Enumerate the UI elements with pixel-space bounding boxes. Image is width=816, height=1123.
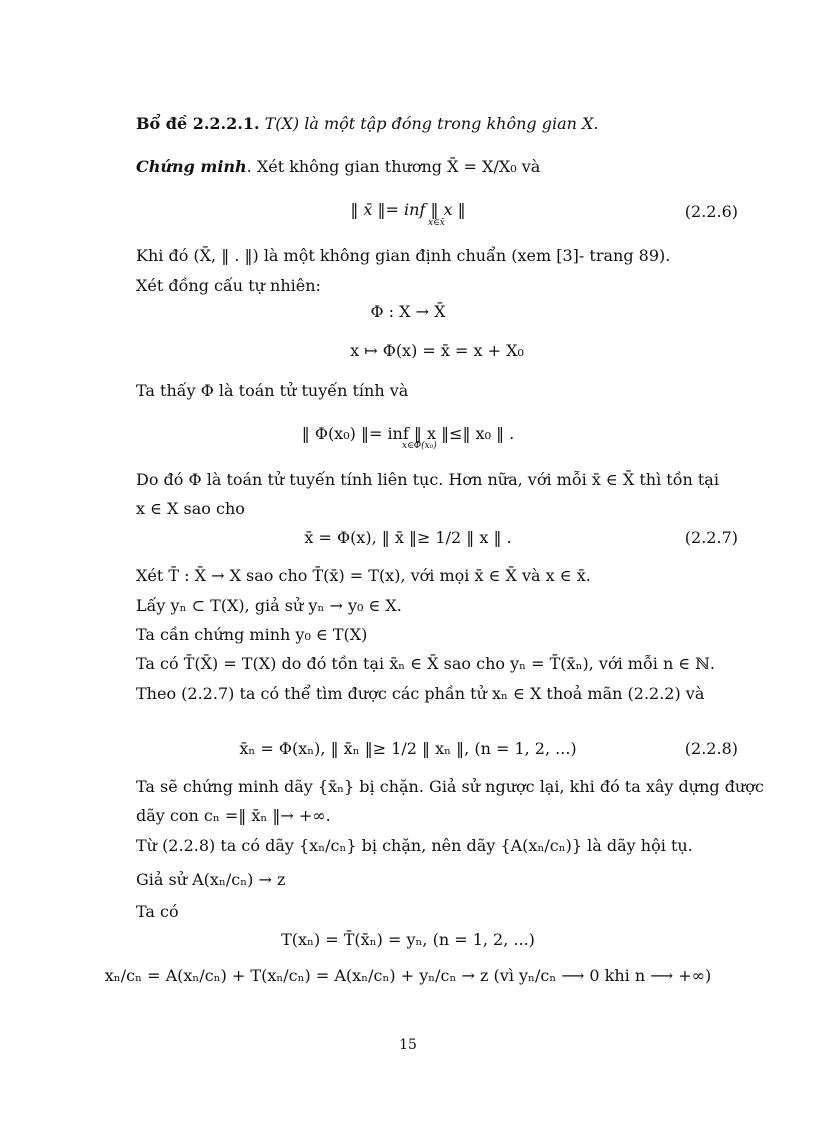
eq7-line: xₙ/cₙ = A(xₙ/cₙ) + T(xₙ/cₙ) = A(xₙ/cₙ) + yₙ/cₙ → z (vì yₙ/cₙ ⟶ 0 khi n ⟶ +∞) xyxy=(104,966,712,985)
equation-2-2-7: x̄ = Φ(x), ‖ x̄ ‖≥ 1/2 ‖ x ‖ . xyxy=(304,528,512,547)
eq5-number: (2.2.8) xyxy=(684,739,738,758)
equation-2-2-8: x̄ₙ = Φ(xₙ), ‖ x̄ₙ ‖≥ 1/2 ‖ xₙ ‖, (n = 1, 2, ...) xyxy=(239,739,577,758)
eq3-subscript: x∈Φ(x₀) xyxy=(402,441,437,451)
proof-intro: . Xét không gian thương X̄ = X/X₀ và xyxy=(246,157,541,176)
eq1-number: (2.2.6) xyxy=(684,202,738,221)
page-number: 15 xyxy=(399,1037,417,1053)
para-7: Ta cần chứng minh y₀ ∈ T(X) xyxy=(136,625,368,644)
para-12: Giả sử A(xₙ/cₙ) → z xyxy=(136,870,286,889)
lemma-line xyxy=(136,114,598,134)
eq3-text: ‖ Φ(x₀) ‖= inf ‖ x ‖≤‖ x₀ ‖ . xyxy=(301,424,515,443)
para-5: Xét T̄ : X̄ → X sao cho T̄(x̄) = T(x), với mọi x̄ ∈ X̄ và x ∈ x̄. xyxy=(136,566,591,585)
eq1-subscript: x∈x̄ xyxy=(428,218,445,228)
para-8: Ta có T̄(X̄) = T(X) do đó tồn tại x̄ₙ ∈ X̄ sao cho yₙ = T̄(x̄ₙ), với mỗi n ∈ ℕ. xyxy=(136,654,715,673)
para-3: Ta thấy Φ là toán tử tuyến tính và xyxy=(136,381,409,400)
proof-label: Chứng minh xyxy=(136,157,247,176)
lemma-statement: T(X) là một tập đóng trong không gian X. xyxy=(264,114,599,133)
para-10b: dãy con cₙ =‖ x̄ₙ ‖→ +∞. xyxy=(136,806,331,825)
para-4a: Do đó Φ là toán tử tuyến tính liên tục. Hơn nữa, với mỗi x̄ ∈ X̄ thì tồn tại xyxy=(136,470,719,489)
eq6-line: T(xₙ) = T̄(x̄ₙ) = yₙ, (n = 1, 2, ...) xyxy=(281,930,535,949)
eq4-number: (2.2.7) xyxy=(684,528,738,547)
eq1-text: ‖ x̄ ‖= inf ‖ x ‖ xyxy=(350,200,466,219)
para-10a: Ta sẽ chứng minh dãy {x̄ₙ} bị chặn. Giả sử ngược lại, khi đó ta xây dựng được xyxy=(136,777,764,796)
para-9: Theo (2.2.7) ta có thể tìm được các phần tử xₙ ∈ X thoả mãn (2.2.2) và xyxy=(136,684,705,703)
eq2-line-b: x ↦ Φ(x) = x̄ = x + X₀ xyxy=(350,341,524,360)
para-1: Khi đó (X̄, ‖ . ‖) là một không gian định chuẩn (xem [3]- trang 89). xyxy=(136,246,671,265)
eq2-line-a: Φ : X → X̄ xyxy=(370,302,446,321)
para-11: Từ (2.2.8) ta có dãy {xₙ/cₙ} bị chặn, nên dãy {A(xₙ/cₙ)} là dãy hội tụ. xyxy=(136,836,693,855)
para-4b: x ∈ X sao cho xyxy=(136,499,245,518)
para-13: Ta có xyxy=(136,902,179,921)
para-6: Lấy yₙ ⊂ T(X), giả sử yₙ → y₀ ∈ X. xyxy=(136,596,402,615)
lemma-label: Bổ đề 2.2.2.1. xyxy=(136,114,260,133)
para-2: Xét đồng cấu tự nhiên: xyxy=(136,276,321,295)
proof-line xyxy=(136,157,540,177)
